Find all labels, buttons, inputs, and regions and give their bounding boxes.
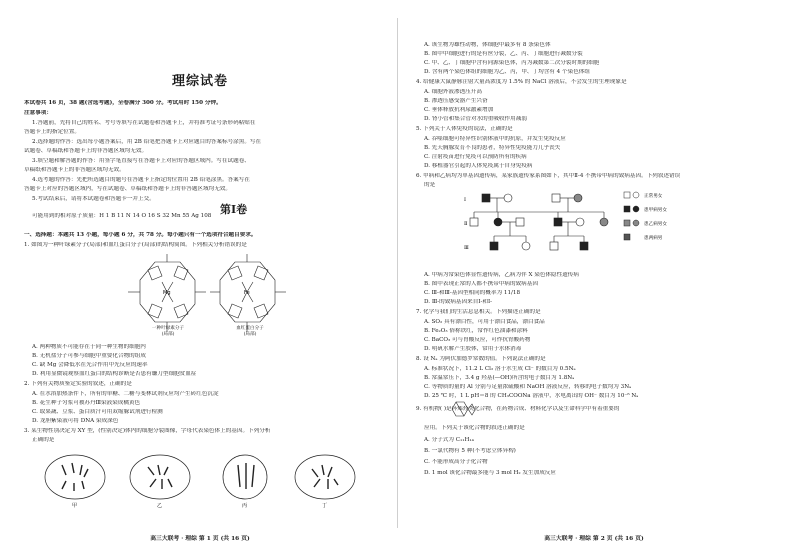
section-instructions: 一、选择题：本题共 13 小题，每小题 6 分，共 78 分。每小题只有一个选项符合题目要求。 xyxy=(24,232,257,238)
q3-option-d: D. 含有两个染色体组的细胞为乙、丙，甲、丁均含有 4 个染色体组 xyxy=(424,69,590,75)
q7-option-b: B. Fe₂O₃ 俗称铁红，常作红色油漆和涂料 xyxy=(424,328,528,334)
q9-option-b: B. 一氯代物有 5 种(不考虑立体异构) xyxy=(424,448,516,454)
cell-ding xyxy=(295,455,355,499)
q4-option-b: B. 渗透压感受器产生兴奋 xyxy=(424,98,488,104)
q1-option-c: C. 缺 Mg 会降低水在光合作用中光反应的速率 xyxy=(32,362,148,368)
note-line: 答题卡上对应的答题区域内，写在试题卷、草稿纸和答题卡上的非答题区域均无效。 xyxy=(24,186,231,192)
question-3: 3. 某生物性别决定为 XY 型，(性别决定)体内的细胞分裂图像，字母代表染色体上的基因。下列分析 xyxy=(24,428,271,434)
q8-option-d: D. 25 ℃ 时，1 L pH＝8 的 CH₃COONa 溶液中，水电离出的 OH⁻ 数目为 10⁻⁶ Nₐ xyxy=(424,393,639,399)
figure-caption-left: 一种叶绿素分子 (局部) xyxy=(151,326,185,337)
page-footer: 高三大联考 · 理综 第 2 页 (共 16 页) xyxy=(544,536,644,542)
cell-jia xyxy=(45,455,105,499)
q3-option-a: A. 该生物为雄性动物，体细胞中最多有 8 条染色体 xyxy=(424,42,551,48)
cell-label: 乙 xyxy=(157,503,163,509)
page-footer: 高三大联考 · 理综 第 1 页 (共 16 页) xyxy=(150,536,250,542)
question-3-cont: 正确的是 xyxy=(32,437,55,443)
mg-label: Mg xyxy=(163,290,171,296)
q6-option-c: C. Ⅲ-和Ⅲ-基因型相同的概率为 11/18 xyxy=(424,290,521,296)
question-6: 6. 甲病和乙病均为单基因遗传病，某家族遗传家系图如下，其中Ⅱ-4 不携带甲病的致病基因。下列叙述错误 xyxy=(416,173,681,179)
q5-option-a: A. 吞噬细胞可特异性识别体液中的抗原，并发生免疫反应 xyxy=(424,136,566,142)
q8-option-c: C. 等物质的量的 Al 分别与足量浓硫酸和 NaOH 溶液反应，转移的电子数均为 3Nₐ xyxy=(424,384,632,390)
q1-option-b: B. 无机盐分子可参与细胞中重要化合物的组成 xyxy=(32,353,146,359)
question-4: 4. 给健康大鼠静脉注射大量高浓度为 1.5% 的 NaCl 溶液后，不会发生的生理现象是 xyxy=(416,79,627,85)
note-line: 2.选择题的作答：选出每小题答案后，用 2B 铅笔把答题卡上对应题目的答案标号涂黑。写在 xyxy=(32,139,262,145)
q2-option-b: B. 花生种子匀浆可被苏丹Ⅲ染液染成橘黄色 xyxy=(32,400,141,406)
generation-label: Ⅰ xyxy=(464,197,466,203)
q4-option-c: C. 垂体释放抗利尿激素增加 xyxy=(424,107,494,113)
q3-option-c: C. 甲、乙、丁细胞中含有同源染色体，丙为减数第二次分裂时期的细胞 xyxy=(424,60,600,66)
note-line: 4.选考题的作答：先把所选题目的题号在答题卡上指定的位置用 2B 铅笔涂黑。答案写在 xyxy=(32,177,250,183)
note-line: 3.填空题和解答题的作答：用签字笔直接写在答题卡上对应的答题区域内。写在试题卷、 xyxy=(32,158,250,164)
generation-label: Ⅲ xyxy=(464,245,469,251)
q9-option-c: C. 不能形成高分子化合物 xyxy=(424,459,488,465)
note-line: 试题卷、草稿纸和答题卡上的非答题区域均无效。 xyxy=(24,148,148,154)
q5-option-d: D. 移植器官引起的人体免疫属于自身免疫病 xyxy=(424,163,533,169)
legend-normal: 正常男女 xyxy=(644,194,663,199)
question-6-cont: 的是 xyxy=(424,182,436,188)
legend-disease-b: 患乙病男女 xyxy=(644,222,667,227)
atomic-masses: 可能用到的相对原子质量：H 1 B 11 N 14 O 16 S 32 Mn 55 Ag 108 xyxy=(32,213,212,219)
page-divider xyxy=(397,18,398,528)
q9-option-a: A. 分子式为 C₁₁H₁₄ xyxy=(424,437,474,443)
note-line: 5.考试结束后，请将本试题卷和答题卡一并上交。 xyxy=(32,196,155,202)
pedigree-figure xyxy=(464,188,684,260)
q7-option-a: A. SO₂ 具有漂白性，可用于漂白食品，漂白食品 xyxy=(424,319,545,325)
generation-label: Ⅱ xyxy=(464,221,468,227)
q5-option-c: C. 注射疫苗进行免疫可以预防所有的疾病 xyxy=(424,154,527,160)
q7-option-d: D. 明矾水解产生胶体，常用于水体消毒 xyxy=(424,346,522,352)
q2-option-d: D. 龙胆紫染液可将 DNA 染成深色 xyxy=(32,418,119,424)
q1-option-a: A. 两种物质不可能存在于同一种生物的细胞内 xyxy=(32,344,146,350)
cell-label: 甲 xyxy=(72,503,78,509)
question-1: 1. 如图为一种叶绿素分子(局部)和血红蛋白分子(局部)的结构简图。下列相关分析错误的是 xyxy=(24,242,247,248)
q8-option-a: A. 标准状况下，11.2 L Cl₂ 溶于水生成 Cl⁻ 的数目为 0.5Nₐ xyxy=(424,366,576,372)
question-5: 5. 下列关于人体免疫的说法，正确的是 xyxy=(416,126,513,132)
figure-caption-right: 血红蛋白分子 (局部) xyxy=(236,326,264,337)
question-9: 9. 有机物( )是环烯烃类化合物，在药物合成、材料化学以及生命科学中有着重要的 xyxy=(416,406,620,412)
question-2: 2. 下列有关物质鉴定实验的叙述，正确的是 xyxy=(24,381,132,387)
question-3-figure xyxy=(30,447,370,509)
q7-option-c: C. BaCO₃ 可与胃酸反应，可作抗胃酸药物 xyxy=(424,337,531,343)
q5-option-b: B. 先天胸腺发育不良的患者，特异性免疫能力几乎丧失 xyxy=(424,145,561,151)
section-heading: 第Ⅰ卷 xyxy=(220,203,248,216)
page-2 xyxy=(404,0,784,551)
organic-structure-figure xyxy=(446,398,476,420)
exam-intro: 本试卷共 16 页，38 题(含选考题)，全卷满分 300 分。考试用时 150 分钟。 xyxy=(24,100,222,106)
cell-yi xyxy=(130,455,190,499)
page-title: 理综试卷 xyxy=(171,74,228,89)
page-1 xyxy=(10,0,390,551)
question-7: 7. 化学与我们的生活息息相关。下列描述正确的是 xyxy=(416,309,541,315)
q6-option-a: A. 甲病为常染色体显性遗传病，乙病为伴 X 染色体隐性遗传病 xyxy=(424,272,579,278)
fe-label: Fe xyxy=(244,290,250,296)
q2-option-c: C. 取果蔬、豆浆、蛋白质汁可用双缩脲试剂进行检测 xyxy=(32,409,163,415)
legend-disease-a: 患甲病男女 xyxy=(644,208,667,213)
note-line: 草稿纸和答题卡上的非答题区域均无效。 xyxy=(24,167,125,173)
note-line: 答题卡上的指定位置。 xyxy=(24,129,80,135)
cell-label: 丁 xyxy=(322,503,328,509)
q2-option-a: A. 在水浴加热条件下，所有的单糖、二糖与斐林试剂反应均产生砖红色沉淀 xyxy=(32,391,219,397)
q6-option-d: D. Ⅲ-的致病基因来自Ⅰ-和Ⅰ- xyxy=(424,299,493,305)
q8-option-b: B. 常温常压下，3.4 g 羟基(—OH)所含的电子数目为 1.8Nₐ xyxy=(424,375,575,381)
q1-option-d: D. 利用显微镜观察血红蛋白的结构诊断是否患有镰刀型细胞贫血症 xyxy=(32,371,197,377)
cell-bing xyxy=(223,455,267,499)
question-9-cont: 应用。下列关于该化合物的叙述正确的是 xyxy=(424,425,525,431)
q3-option-b: B. 图中甲细胞进行的是有丝分裂，乙、丙、丁细胞进行减数分裂 xyxy=(424,51,583,57)
question-8: 8. 设 Nₐ 为阿伏加德罗常数的值。下列说法正确的是 xyxy=(416,356,546,362)
q9-option-d: D. 1 mol 该化合物最多能与 3 mol H₂ 发生加成反应 xyxy=(424,470,556,476)
q4-option-d: D. 肾小管和集合管对水的重吸收作用减弱 xyxy=(424,116,527,122)
legend-both: 患两病男 xyxy=(644,236,663,241)
note-line: 1.答题前，先将自己的姓名、考号等填写在试题卷和答题卡上，并将准考证号条形码粘贴在 xyxy=(32,120,256,126)
cell-label: 丙 xyxy=(242,503,248,509)
q6-option-b: B. 图中表现正常的人都不携带甲病的致病基因 xyxy=(424,281,538,287)
q4-option-a: A. 细胞外液渗透压升高 xyxy=(424,89,482,95)
notes-heading: 注意事项： xyxy=(24,110,52,116)
